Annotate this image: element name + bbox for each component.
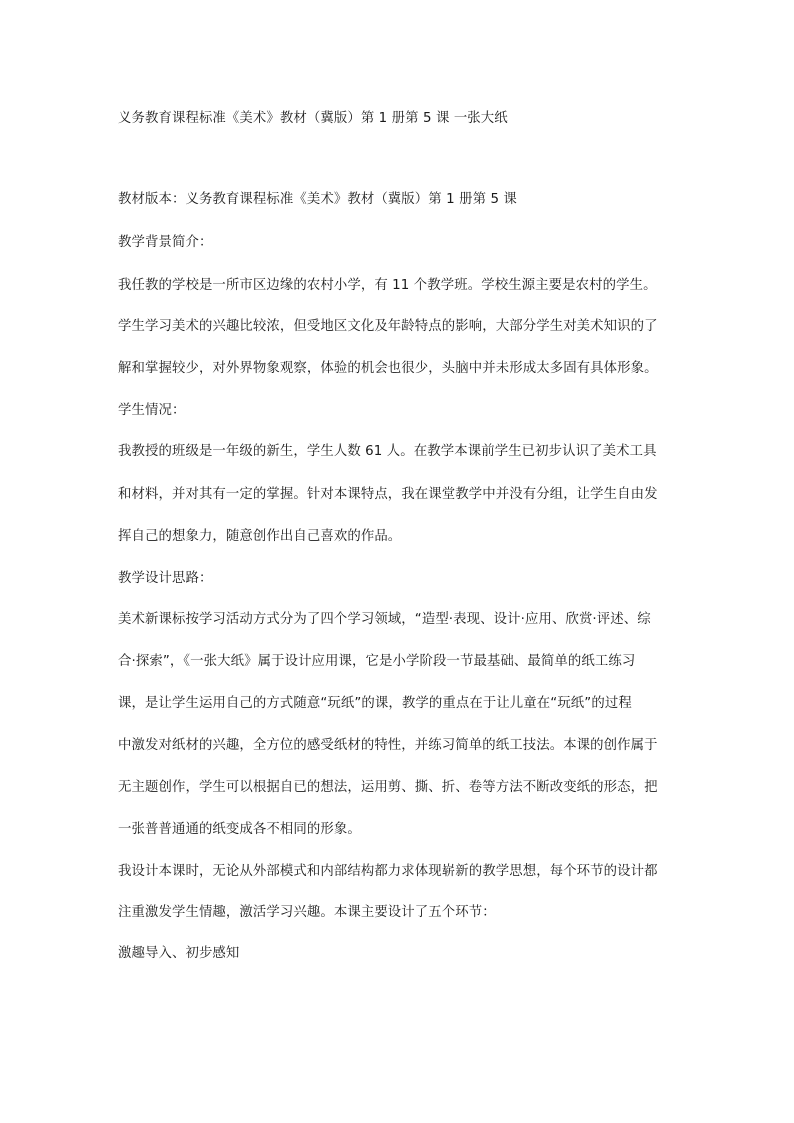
section-heading-student-situation: 学生情况： [118,403,186,418]
text-line: 课，是让学生运用自己的方式随意“玩纸”的课，教学的重点在于让儿童在“玩纸”的过程 [118,696,632,711]
text-line: 解和掌握较少，对外界物象观察，体验的机会也很少，头脑中并未形成太多固有具体形象。 [118,361,658,376]
text-line: 注重激发学生情趣，激活学习兴趣。本课主要设计了五个环节： [118,905,496,920]
text-line: 我教授的班级是一年级的新生，学生人数 61 人。在教学本课前学生已初步认识了美术工具 [118,444,657,459]
text-line: 我设计本课时，无论从外部模式和内部结构都力求体现崭新的教学思想，每个环节的设计都 [118,864,658,879]
text-line-textbook-version: 教材版本：义务教育课程标准《美术》教材（冀版）第 1 册第 5 课 [118,192,517,207]
text-line: 和材料，并对其有一定的掌握。针对本课特点，我在课堂教学中并没有分组，让学生自由发 [118,487,658,502]
text-line: 无主题创作，学生可以根据自已的想法，运用剪、撕、折、卷等方法不断改变纸的形态，把 [118,780,658,795]
text-line: 学生学习美术的兴趣比较浓，但受地区文化及年龄特点的影响，大部分学生对美术知识的了 [118,319,658,334]
text-line: 挥自己的想象力，随意创作出自己喜欢的作品。 [118,529,402,544]
text-line: 合·探索”，《一张大纸》属于设计应用课，它是小学阶段一节最基础、最简单的纸工练习 [118,654,636,669]
section-heading-background: 教学背景简介： [118,235,213,250]
section-heading-design-idea: 教学设计思路： [118,571,213,586]
text-line: 我任教的学校是一所市区边缘的农村小学，有 11 个教学班。学校生源主要是农村的学生。 [118,278,657,293]
text-line: 美术新课标按学习活动方式分为了四个学习领域，“造型·表现、设计·应用、欣赏·评述、综 [118,612,651,627]
document-title: 义务教育课程标准《美术》教材（冀版）第 1 册第 5 课 一张大纸 [118,111,508,126]
text-line: 一张普普通通的纸变成各不相同的形象。 [118,822,361,837]
text-line: 中激发对纸材的兴趣，全方位的感受纸材的特性，并练习简单的纸工技法。本课的创作属于 [118,738,658,753]
text-line: 激趣导入、初步感知 [118,946,240,961]
